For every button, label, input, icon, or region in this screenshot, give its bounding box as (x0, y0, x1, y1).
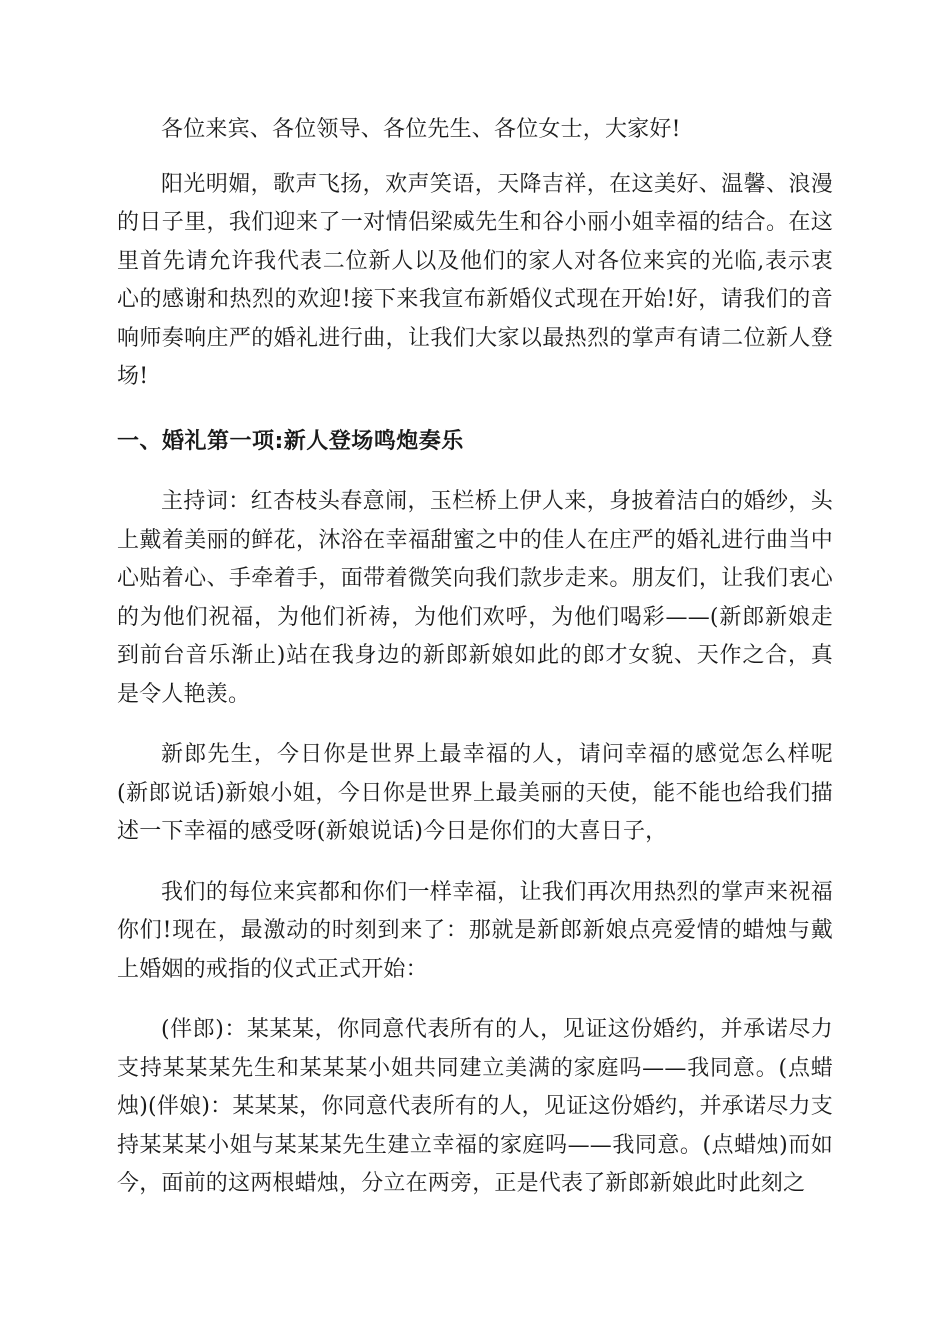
document-page (117, 111, 833, 1204)
candle-lighting-paragraph: (伴郎)：某某某，你同意代表所有的人，见证这份婚约，并承诺尽力支持某某某先生和某某某小姐共同建立美满的家庭吗——我同意。(点蜡烛)(伴娘)：某某某，你同意代表所有的人，见证这份婚约，并承诺尽力支持某某某小姐与某某某先生建立幸福的家庭吗——我同意。(点蜡烛)而如今，面前的这两根蜡烛，分立在两旁，正是代表了新郎新娘此时此刻之 (117, 1017, 833, 1196)
host-speech-paragraph: 主持词：红杏枝头春意闹，玉栏桥上伊人来，身披着洁白的婚纱，头上戴着美丽的鲜花，沐浴在幸福甜蜜之中的佳人在庄严的婚礼进行曲当中心贴着心、手牵着手，面带着微笑向我们款步走来。朋友们，让我们衷心的为他们祝福，为他们祈祷，为他们欢呼，为他们喝彩——(新郎新娘走到前台音乐渐止)站在我身边的新郎新娘如此的郎才女貌、天作之合，真是令人艳羡。 (117, 489, 833, 707)
opening-paragraph: 阳光明媚，歌声飞扬，欢声笑语，天降吉祥，在这美好、温馨、浪漫的日子里，我们迎来了一对情侣梁威先生和谷小丽小姐幸福的结合。在这里首先请允许我代表二位新人以及他们的家人对各位来宾的光临,表示衷心的感谢和热烈的欢迎!接下来我宣布新婚仪式现在开始!好，请我们的音响师奏响庄严的婚礼进行曲，让我们大家以最热烈的掌声有请二位新人登场! (117, 171, 833, 389)
groom-bride-question-paragraph: 新郎先生，今日你是世界上最幸福的人，请问幸福的感觉怎么样呢(新郎说话)新娘小姐，今日你是世界上最美丽的天使，能不能也给我们描述一下幸福的感受呀(新娘说话)今日是你们的大喜日子， (117, 742, 833, 844)
ceremony-start-paragraph: 我们的每位来宾都和你们一样幸福，让我们再次用热烈的掌声来祝福你们!现在，最激动的时刻到来了：那就是新郎新娘点亮爱情的蜡烛与戴上婚姻的戒指的仪式正式开始： (117, 879, 833, 982)
section-heading: 一、婚礼第一项:新人登场鸣炮奏乐 (117, 428, 464, 454)
greeting-paragraph: 各位来宾、各位领导、各位先生、各位女士，大家好! (161, 117, 681, 142)
